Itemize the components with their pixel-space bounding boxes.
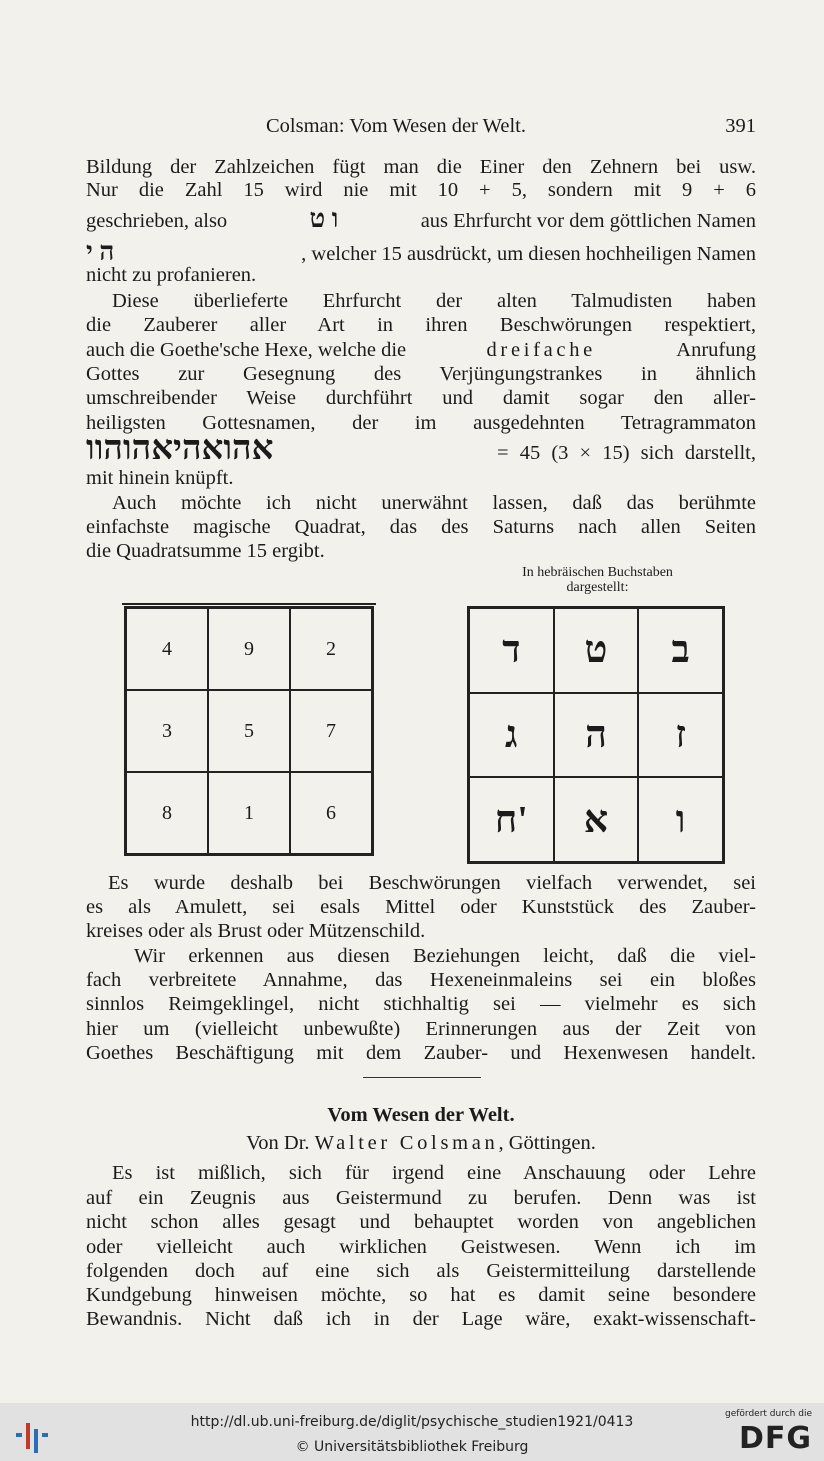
para5-line2: fach verbreitete Annahme, das Hexeneinmaleins sei ein bloßes bbox=[86, 969, 756, 991]
magic-square-hebrew bbox=[467, 606, 725, 864]
article-line1: Es ist mißlich, sich für irgend eine Anschauung oder Lehre bbox=[112, 1162, 756, 1184]
square-cell: 1 bbox=[208, 772, 290, 854]
square-cell: 9 bbox=[208, 608, 290, 690]
para5-line3: sinnlos Reimgeklingel, nicht stichhaltig sei — vielmehr es sich bbox=[86, 993, 756, 1015]
para1-line3-a: geschrieben, also bbox=[86, 210, 228, 232]
section-separator bbox=[363, 1077, 481, 1078]
para2-line6: heiligsten Gottesnamen, der im ausgedehnten Tetragrammaton bbox=[86, 412, 756, 434]
hebrew-inline-divine-name: ה י bbox=[86, 237, 115, 266]
running-title: Colsman: Vom Wesen der Welt. bbox=[266, 115, 526, 137]
square-hebrew-cell: ב bbox=[638, 608, 723, 693]
para1-line1: Bildung der Zahlzeichen fügt man die Einer den Zehnern bei usw. bbox=[86, 156, 756, 178]
para4-line2: es als Amulett, sei esals Mittel oder Kunststück des Zauber- bbox=[86, 896, 756, 918]
hebrew-inline-9-6: ו ט bbox=[309, 204, 339, 233]
square-hebrew-cell: ח' bbox=[469, 777, 554, 862]
square-hebrew-cell: ד bbox=[469, 608, 554, 693]
para1-line5: nicht zu profanieren. bbox=[86, 264, 257, 286]
byline-author: Walter Colsman bbox=[314, 1132, 499, 1154]
square-cell: 3 bbox=[126, 690, 208, 772]
dfg-logo[interactable]: DFG bbox=[738, 1421, 812, 1456]
para1-line2: Nur die Zahl 15 wird nie mit 10 + 5, sondern mit 9 + 6 bbox=[86, 179, 756, 201]
byline-suffix: , Göttingen. bbox=[498, 1132, 596, 1154]
para2-line3-spaced: dreifache bbox=[486, 339, 596, 361]
square-hebrew-cell: א bbox=[554, 777, 639, 862]
square-cell: 6 bbox=[290, 772, 372, 854]
article-line6: Kundgebung hinweisen möchte, so hat es damit seine besondere bbox=[86, 1284, 756, 1306]
article-line7: Bewandnis. Nicht daß ich in der Lage wäre, exakt-wissenschaft- bbox=[86, 1308, 756, 1330]
para3-line2: einfachste magische Quadrat, das des Saturns nach allen Seiten bbox=[86, 516, 756, 538]
article-line2: auf ein Zeugnis aus Geistermund zu berufen. Denn was ist bbox=[86, 1187, 756, 1209]
square-cell: 5 bbox=[208, 690, 290, 772]
caption-line1: In hebräischen Buchstaben bbox=[522, 565, 673, 580]
square-hebrew-cell: ה bbox=[554, 693, 639, 778]
square-cell: 2 bbox=[290, 608, 372, 690]
article-line3: nicht schon alles gesagt und behauptet worden von angeblichen bbox=[86, 1211, 756, 1233]
article-line4: oder vielleicht auch wirklichen Geistwesen. Wenn ich im bbox=[86, 1236, 756, 1258]
square-cell: 8 bbox=[126, 772, 208, 854]
para2-line3-b: Anrufung bbox=[676, 339, 756, 361]
para5-line5: Goethes Beschäftigung mit dem Zauber- und Hexenwesen handelt. bbox=[86, 1042, 756, 1064]
para5-line4: hier um (vielleicht unbewußte) Erinnerungen aus der Zeit von bbox=[86, 1018, 756, 1040]
square-cell: 7 bbox=[290, 690, 372, 772]
square-hebrew-cell: ז bbox=[638, 693, 723, 778]
square-hebrew-cell: ט bbox=[554, 608, 639, 693]
para2-line4: Gottes zur Gesegnung des Verjüngungstrankes in ähnlich bbox=[86, 363, 756, 385]
page-number: 391 bbox=[725, 115, 756, 137]
square-hebrew-cell: ו bbox=[638, 777, 723, 862]
para3-line1: Auch möchte ich nicht unerwähnt lassen, daß das berühmte bbox=[112, 492, 756, 514]
para2-line2: die Zauberer aller Art in ihren Beschwörungen respektiert, bbox=[86, 314, 756, 336]
footer-copyright: © Universitätsbibliothek Freiburg bbox=[295, 1439, 529, 1455]
magic-square-numbers bbox=[124, 606, 374, 856]
hebrew-tetragrammaton: אהואהיאהוהוו bbox=[86, 430, 274, 467]
funder-caption: gefördert durch die bbox=[725, 1409, 812, 1419]
para2-line1: Diese überlieferte Ehrfurcht der alten Talmudisten haben bbox=[112, 290, 756, 312]
square-top-rule bbox=[122, 603, 376, 605]
para1-line3-b: aus Ehrfurcht vor dem göttlichen Namen bbox=[420, 210, 756, 232]
article-title: Vom Wesen der Welt. bbox=[327, 1104, 515, 1126]
article-byline bbox=[86, 1131, 756, 1155]
caption-line2: dargestellt: bbox=[566, 580, 629, 595]
square-cell: 4 bbox=[126, 608, 208, 690]
para2-line7 bbox=[86, 430, 756, 467]
footer-bar bbox=[0, 1403, 824, 1461]
para1-line3 bbox=[86, 204, 756, 233]
para2-line3 bbox=[86, 338, 756, 362]
para2-line5: umschreibender Weise durchführt und damit sogar den aller- bbox=[86, 387, 756, 409]
byline-prefix: Von Dr. bbox=[246, 1132, 310, 1154]
square-hebrew-cell: ג bbox=[469, 693, 554, 778]
para4-line3: kreises oder als Brust oder Mützenschild. bbox=[86, 920, 426, 942]
para2-line3-a: auch die Goethe'sche Hexe, welche die bbox=[86, 339, 407, 361]
para1-line4-text: , welcher 15 ausdrückt, um diesen hochheiligen Namen bbox=[301, 243, 756, 265]
para3-line3: die Quadratsumme 15 ergibt. bbox=[86, 540, 325, 562]
article-line5: folgenden doch auf eine sich als Geistermitteilung darstellende bbox=[86, 1260, 756, 1282]
para5-line1: Wir erkennen aus diesen Beziehungen leicht, daß die viel- bbox=[134, 945, 756, 967]
footer-url-link[interactable]: http://dl.ub.uni-freiburg.de/diglit/psychische_studien1921/0413 bbox=[190, 1414, 634, 1430]
para4-line1: Es wurde deshalb bei Beschwörungen vielfach verwendet, sei bbox=[108, 872, 756, 894]
para2-line7-text: = 45 (3 × 15) sich darstellt, bbox=[497, 442, 756, 464]
para2-line8: mit hinein knüpft. bbox=[86, 467, 234, 489]
